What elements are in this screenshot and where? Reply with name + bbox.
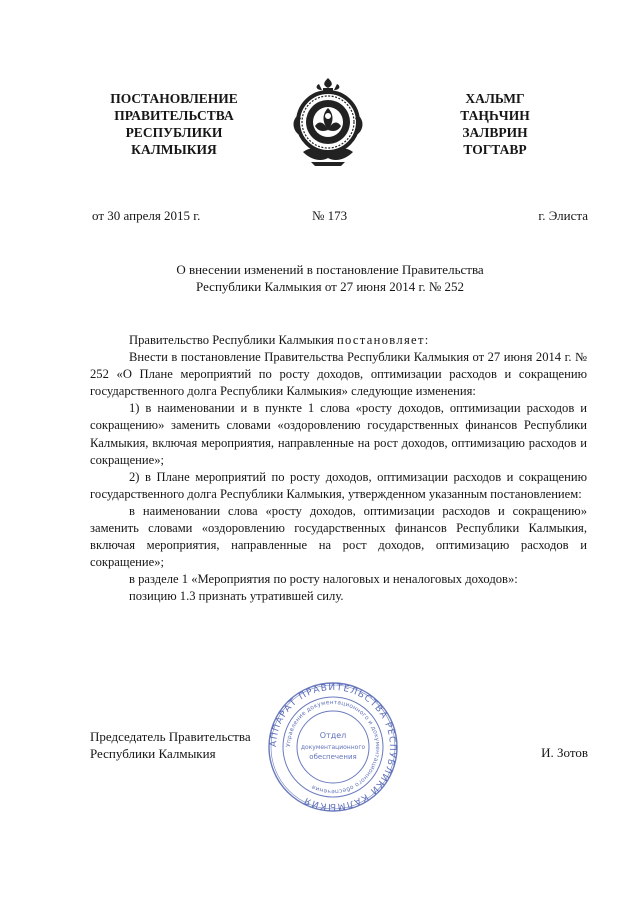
official-seal [266,680,400,814]
header-left-title [84,90,264,158]
header-right-line: ЗАЛВРИН [462,125,528,140]
seal-outer-text: АППАРАТ ПРАВИТЕЛЬСТВА РЕСПУБЛИКИ КАЛМЫКИЯ [268,682,398,812]
body-paragraph: Внести в постановление Правительства Республики Калмыкия от 27 июня 2014 г. № 252 «О Плане мероприятий по росту доходов, оптимизации расходов и сокращению государственного долга Республики Калмыкия» следующие изменения: [90,350,587,399]
header-right-title [430,90,560,158]
decree-date: от 30 апреля 2015 г. [92,208,201,223]
decree-city: г. Элиста [538,208,588,223]
header-right-line: ТАҢҺЧИН [460,108,530,123]
header-left-line: КАЛМЫКИЯ [131,142,217,157]
header-left-line: РЕСПУБЛИКИ [125,125,223,140]
decree-lead: Правительство Республики Калмыкия [129,333,337,347]
body-paragraph: позицию 1.3 признать утратившей силу. [129,589,344,604]
header-left-line: ПОСТАНОВЛЕНИЕ [110,91,238,106]
body-paragraph: 2) в Плане мероприятий по росту доходов, оптимизации расходов и сокращению государственного долга Республики Калмыкия, утвержденном указанным постановлением: [90,469,587,501]
subject-line: О внесении изменений в постановление Правительства [176,262,484,277]
header-right-line: ТОГТАВР [463,142,527,157]
signatory-title-line: Председатель Правительства [90,729,251,744]
seal-middle-text: Управление документационного и документационного обеспечения [285,699,381,795]
signatory-title-line: Республики Калмыкия [90,746,216,761]
body-paragraph: в разделе 1 «Мероприятия по росту налоговых и неналоговых доходов»: [129,572,518,587]
decree-body [90,332,587,606]
signatory-title [90,728,251,762]
decree-preamble [90,332,587,349]
header-left-line: ПРАВИТЕЛЬСТВА [114,108,234,123]
decree-number: № 173 [312,208,348,223]
header-right-line: ХАЛЬМГ [465,91,525,106]
kalmykia-coat-of-arms-icon [289,76,367,168]
seal-center-line: обеспечения [309,753,357,761]
decree-keyword: постановляет: [336,333,430,347]
subject-line: Республики Калмыкия от 27 июня 2014 г. № 252 [196,279,464,294]
body-paragraph: 1) в наименовании и в пункте 1 слова «росту доходов, оптимизации расходов и сокращению» заменить словами «оздоровлению государственных финансов Республики Калмыкия, включая мероприятия, направленные на рост доходов, оптимизацию расходов и сокращение»; [90,401,587,467]
seal-center-line: Отдел [319,731,347,740]
signatory-name: И. Зотов [541,745,588,760]
body-paragraph: в наименовании слова «росту доходов, оптимизации расходов и сокращению» заменить словами «оздоровлению государственных финансов Республики Калмыкия, включая мероприятия, направленные на рост доходов, оптимизацию расходов и сокращение»; [90,503,587,570]
decree-subject [150,261,510,295]
seal-center-line: документационного [300,744,366,751]
